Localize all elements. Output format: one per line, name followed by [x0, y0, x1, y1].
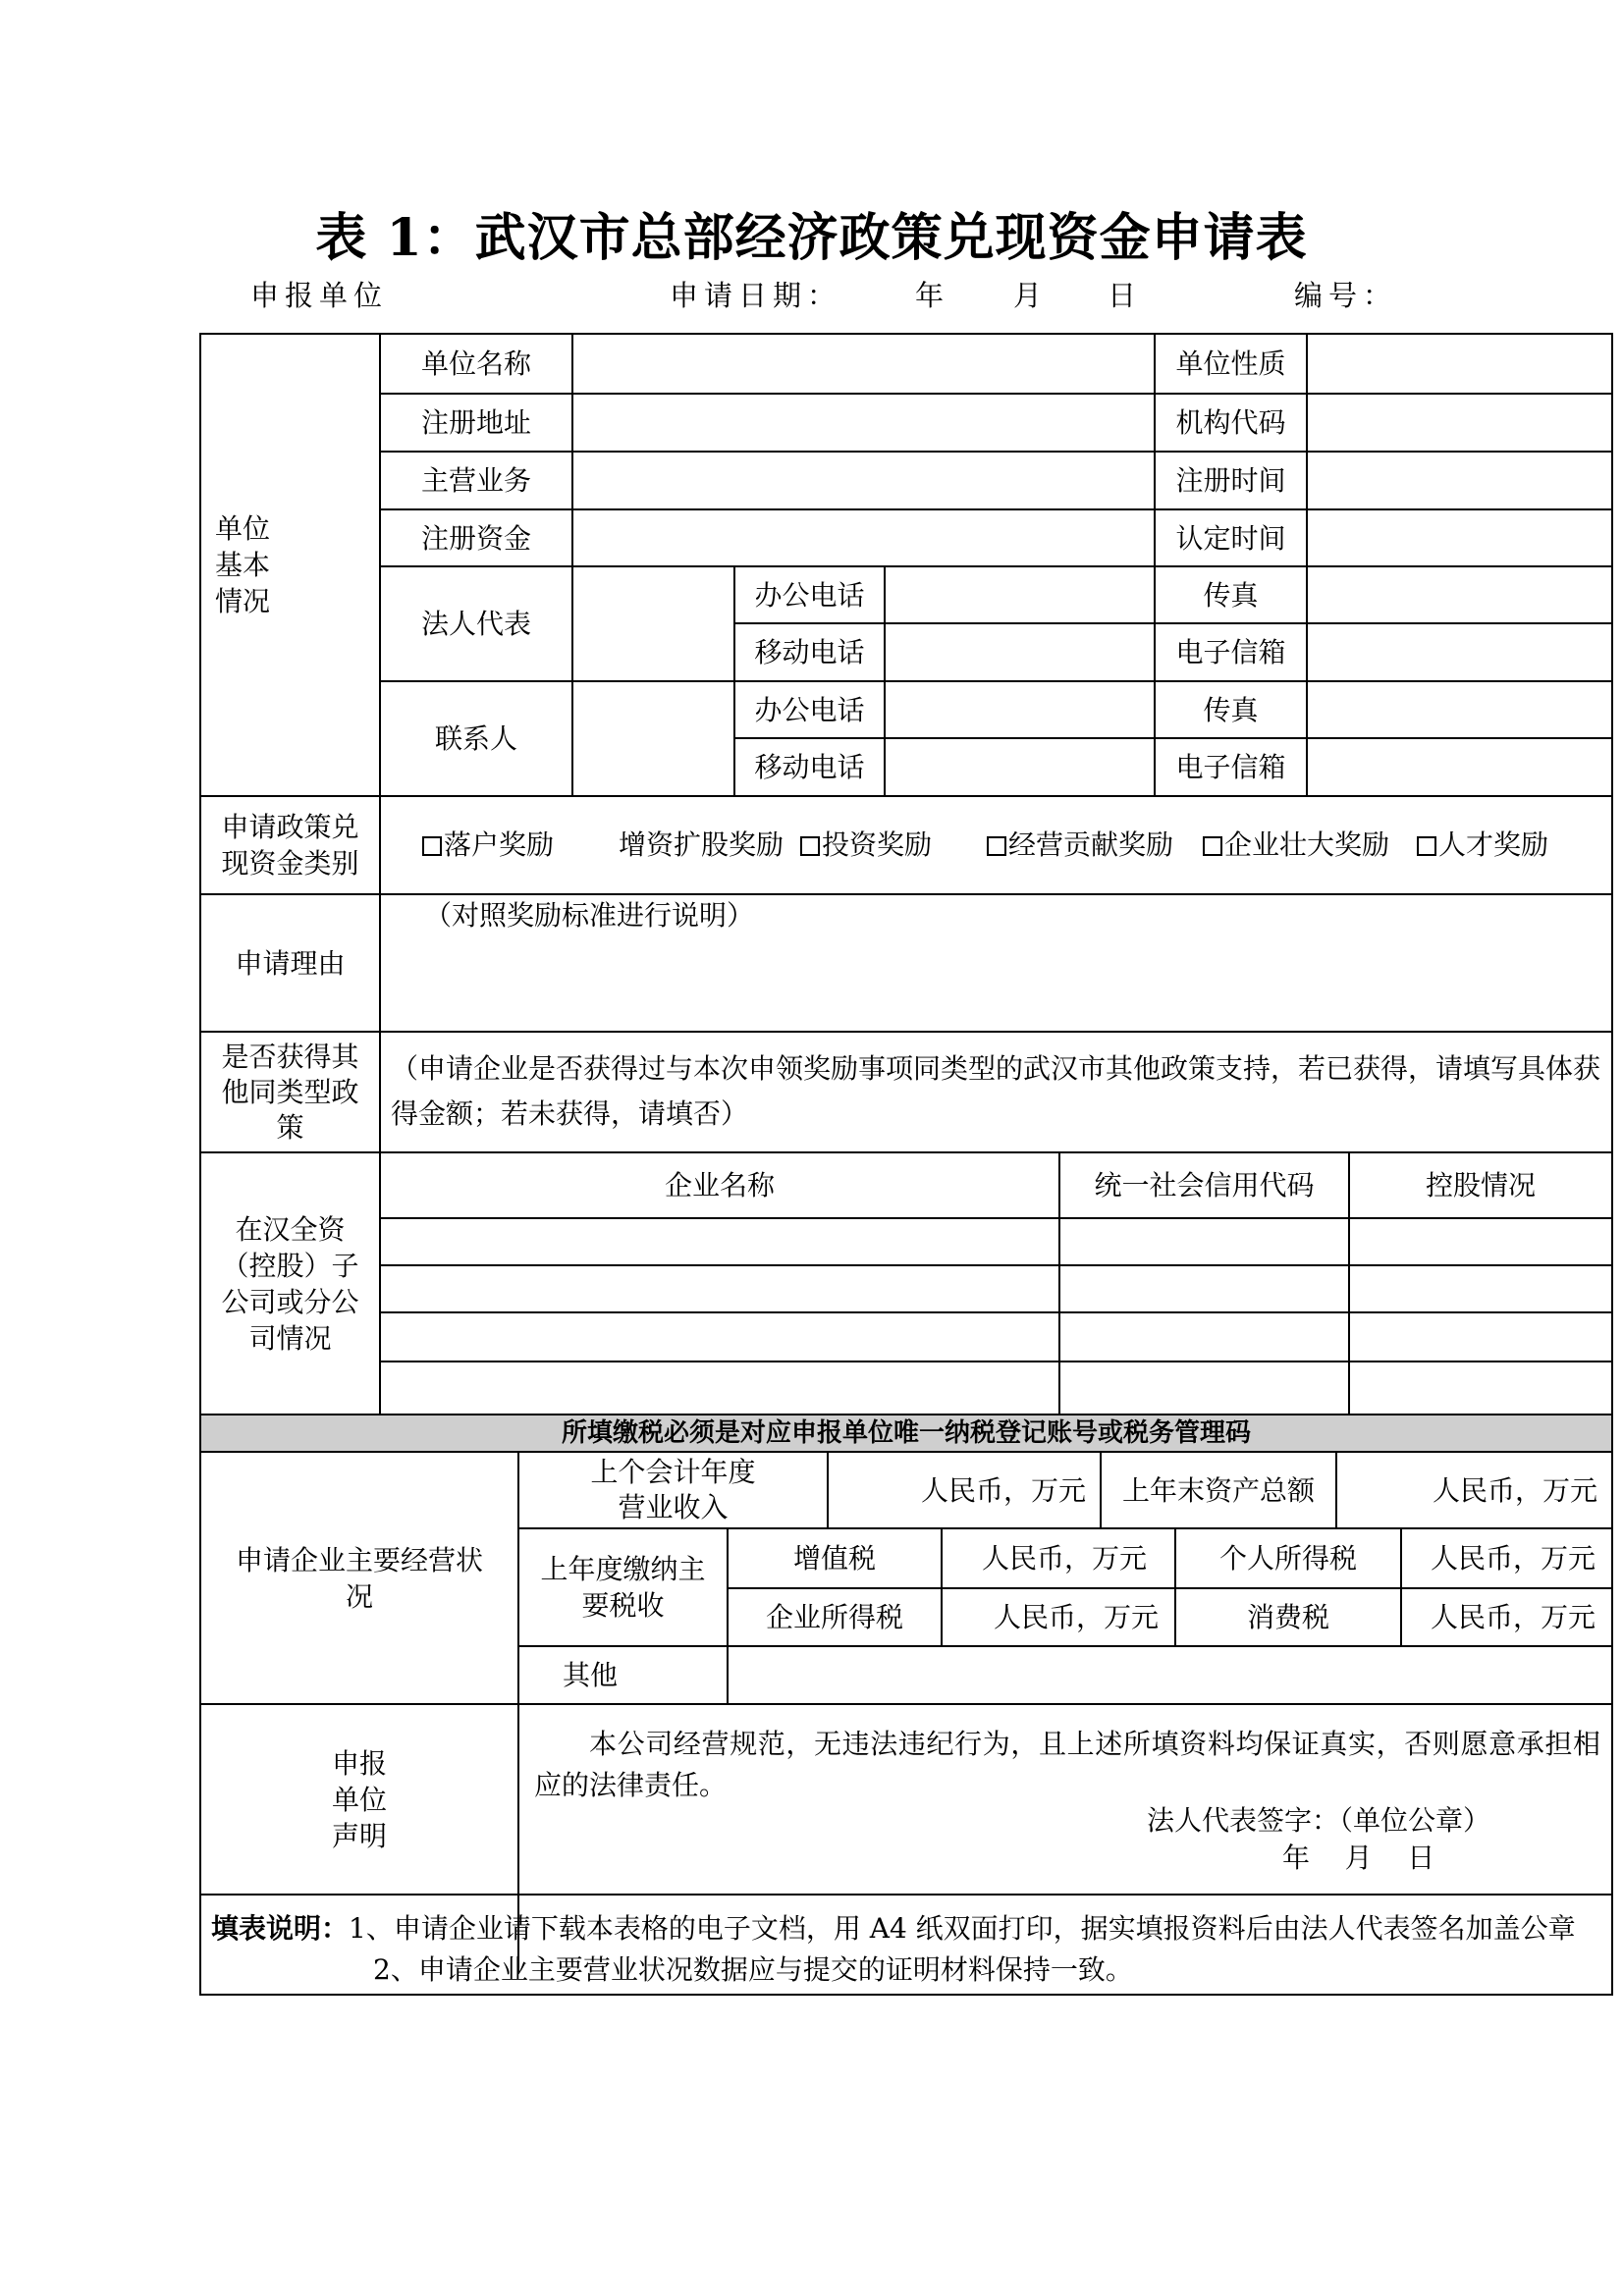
- prev-revenue-unit[interactable]: 人民币，万元: [920, 1473, 1086, 1507]
- org-code-field[interactable]: [1308, 395, 1611, 451]
- corp-tax-label: 企业所得税: [765, 1601, 903, 1633]
- personal-tax-unit[interactable]: 人民币，万元: [1430, 1542, 1596, 1575]
- corp-tax-unit[interactable]: 人民币，万元: [993, 1601, 1159, 1633]
- reason-label: 申请理由: [235, 946, 346, 980]
- contact-fax-field[interactable]: [1308, 682, 1611, 737]
- category-label: 申请政策兑 现资金类别: [221, 811, 359, 880]
- contact-office-phone-field[interactable]: [886, 682, 1154, 737]
- other-policy-label: 是否获得其 他同类型政 策: [221, 1040, 359, 1144]
- instruction-item-2: 2、申请企业主要营业状况数据应与提交的证明材料保持一致。: [373, 1953, 1133, 1986]
- reg-time-label: 注册时间: [1175, 464, 1286, 497]
- legal-rep-field[interactable]: [573, 567, 733, 680]
- vat-label: 增值税: [792, 1542, 876, 1575]
- declaration-label: 申报 单位 声明: [331, 1746, 387, 1852]
- legal-email-field[interactable]: [1308, 624, 1611, 680]
- reason-hint: （对照奖励标准进行说明）: [424, 899, 755, 932]
- declaration-date: 年 月 日: [1282, 1842, 1435, 1874]
- option-capital-increase-reward[interactable]: 增资扩股奖励: [619, 828, 784, 861]
- declaration-signature: 法人代表签字：（单位公章）: [1147, 1804, 1491, 1837]
- reg-capital-field[interactable]: [573, 510, 1154, 565]
- reg-time-field[interactable]: [1308, 453, 1611, 508]
- main-business-label: 主营业务: [420, 464, 531, 497]
- instructions-line-1: [211, 1910, 1611, 1948]
- unit-name-label: 单位名称: [420, 347, 531, 380]
- other-tax-label: 其他: [563, 1659, 619, 1691]
- total-assets-unit[interactable]: 人民币，万元: [1432, 1473, 1597, 1507]
- date-month: 月: [1013, 279, 1049, 312]
- checkbox-icon: [1203, 836, 1222, 856]
- legal-mobile-label: 移动电话: [754, 636, 865, 668]
- checkbox-icon: [987, 836, 1006, 856]
- date-year: 年: [915, 279, 950, 312]
- total-assets-label: 上年末资产总额: [1121, 1473, 1315, 1507]
- option-settlement-reward[interactable]: 落户奖励: [422, 827, 554, 864]
- subsidiary-label: 在汉全资 （控股）子 公司或分公 司情况: [221, 1212, 359, 1355]
- recog-time-field[interactable]: [1308, 510, 1611, 565]
- contact-email-field[interactable]: [1308, 739, 1611, 795]
- section-basic-info: 单位 基本 情况: [215, 512, 271, 617]
- checkbox-icon: [1417, 836, 1436, 856]
- legal-rep-label: 法人代表: [420, 608, 531, 640]
- date-day: 日: [1108, 279, 1143, 312]
- unit-nature-field[interactable]: [1308, 335, 1611, 393]
- checkbox-icon: [800, 836, 820, 856]
- tax-notice: 所填缴税必须是对应申报单位唯一纳税登记账号或税务管理码: [561, 1417, 1251, 1448]
- checkbox-icon: [422, 836, 442, 856]
- vat-unit[interactable]: 人民币，万元: [981, 1542, 1147, 1575]
- reg-address-label: 注册地址: [420, 406, 531, 439]
- recog-time-label: 认定时间: [1175, 521, 1286, 555]
- page-title: 表 1：武汉市总部经济政策兑现资金申请表: [315, 208, 1308, 268]
- unit-nature-label: 单位性质: [1175, 347, 1286, 380]
- consumption-tax-label: 消费税: [1246, 1601, 1329, 1633]
- reg-capital-label: 注册资金: [420, 521, 531, 555]
- contact-fax-label: 传真: [1203, 693, 1259, 726]
- option-operating-contribution-reward[interactable]: 经营贡献奖励: [987, 827, 1173, 864]
- legal-email-label: 电子信箱: [1175, 636, 1286, 668]
- prev-revenue-label: 上个会计年度 营业收入: [590, 1456, 756, 1523]
- contact-mobile-label: 移动电话: [754, 751, 865, 783]
- option-investment-reward[interactable]: 投资奖励: [800, 827, 932, 864]
- contact-mobile-field[interactable]: [886, 739, 1154, 795]
- instruction-item-1: 1、申请企业请下载本表格的电子文档，用 A4 纸双面打印，据实填报资料后由法人代表签名加盖公章: [349, 1912, 1576, 1945]
- legal-office-phone-field[interactable]: [886, 567, 1154, 622]
- contact-office-phone-label: 办公电话: [754, 693, 865, 726]
- other-tax-field[interactable]: [729, 1647, 1611, 1703]
- instructions-label: 填表说明：: [211, 1912, 350, 1945]
- serial-number-label: 编号：: [1294, 279, 1398, 312]
- col-credit-code: 统一社会信用代码: [1094, 1169, 1315, 1201]
- option-enterprise-growth-reward[interactable]: 企业壮大奖励: [1203, 827, 1389, 864]
- unit-name-field[interactable]: [573, 335, 1154, 393]
- contact-label: 联系人: [434, 722, 517, 755]
- apply-date-label: 申请日期：: [670, 279, 842, 312]
- col-holding: 控股情况: [1425, 1169, 1536, 1201]
- other-policy-hint: （申请企业是否获得过与本次申领奖励事项同类型的武汉市其他政策支持，若已获得，请填写具体获得金额；若未获得，请填否）: [391, 1052, 1601, 1130]
- operation-label: 申请企业主要经营状 况: [235, 1543, 483, 1613]
- reg-address-field[interactable]: [573, 395, 1154, 451]
- org-code-label: 机构代码: [1175, 406, 1286, 439]
- personal-tax-label: 个人所得税: [1218, 1542, 1357, 1575]
- declaration-text: 本公司经营规范，无违法违纪行为，且上述所填资料均保证真实，否则愿意承担相应的法律责任。: [534, 1728, 1600, 1801]
- col-enterprise-name: 企业名称: [664, 1169, 775, 1201]
- applicant-unit-label: 申报单位: [250, 279, 389, 312]
- main-business-field[interactable]: [573, 453, 1154, 508]
- legal-mobile-field[interactable]: [886, 624, 1154, 680]
- option-talent-reward[interactable]: 人才奖励: [1417, 827, 1548, 864]
- contact-email-label: 电子信箱: [1175, 751, 1286, 783]
- legal-office-phone-label: 办公电话: [754, 578, 865, 612]
- consumption-tax-unit[interactable]: 人民币，万元: [1430, 1601, 1596, 1633]
- legal-fax-label: 传真: [1203, 578, 1259, 612]
- legal-fax-field[interactable]: [1308, 567, 1611, 622]
- main-tax-label: 上年度缴纳主 要税收: [540, 1553, 706, 1622]
- contact-field[interactable]: [573, 682, 733, 795]
